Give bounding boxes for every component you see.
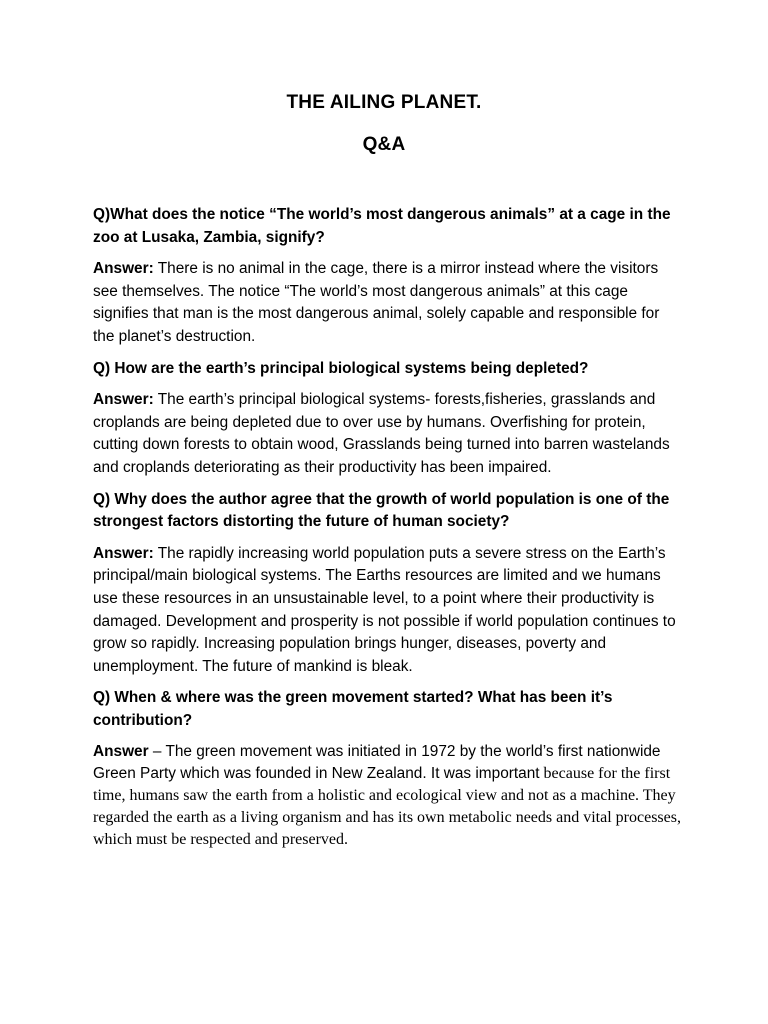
- answer-label: Answer: [93, 743, 149, 761]
- answer-text: The earth’s principal biological systems- forests,fisheries, grasslands and croplands are being depleted due to over use by humans. Overfishing for protein, cutting down forests to obtain wood, Grasslands being turned into barren wastelands and croplands deteriorating as their productivity has been impaired.: [93, 391, 670, 476]
- answer-2: [93, 389, 683, 479]
- qa-content: [93, 204, 683, 860]
- question-4: Q) When & where was the green movement started? What has been it’s contribution?: [93, 689, 613, 729]
- answer-text: There is no animal in the cage, there is a mirror instead where the visitors see themselves. The notice “The world’s most dangerous animals” at this cage signifies that man is the most dangerous animal, solely capable and responsible for the planet’s destruction.: [93, 260, 660, 345]
- answer-text-serif: because for the first time, humans saw the earth from a holistic and ecological view and not as a machine. They regarded the earth as a living organism and has its own metabolic needs and vital processes, which must be respected and preserved.: [93, 765, 681, 849]
- document-subtitle: Q&A: [362, 134, 406, 155]
- answer-label: Answer:: [93, 391, 154, 409]
- answer-4: [93, 741, 683, 851]
- answer-text: The rapidly increasing world population puts a severe stress on the Earth’s principal/main biological systems. The Earths resources are limited and we humans use these resources in an unsustainable level, to a point where their productivity is damaged. Development and prosperity is not possible if world population continues to grow so rapidly. Increasing population brings hunger, diseases, poverty and unemployment. The future of mankind is bleak.: [93, 544, 676, 675]
- answer-1: [93, 258, 683, 348]
- answer-3: [93, 543, 683, 679]
- document-title: THE AILING PLANET.: [286, 92, 482, 113]
- question-2: Q) How are the earth’s principal biological systems being depleted?: [93, 359, 589, 377]
- answer-label: Answer:: [93, 260, 154, 278]
- question-1: Q)What does the notice “The world’s most dangerous animals” at a cage in the zoo at Lusaka, Zambia, signify?: [93, 206, 671, 246]
- question-3: Q) Why does the author agree that the growth of world population is one of the strongest factors distorting the future of human society?: [93, 490, 670, 531]
- answer-text: – The green movement was initiated in 1972 by the world’s first nationwide Green Party which was founded in New Zealand. It was important: [93, 743, 661, 783]
- answer-label: Answer:: [93, 544, 154, 562]
